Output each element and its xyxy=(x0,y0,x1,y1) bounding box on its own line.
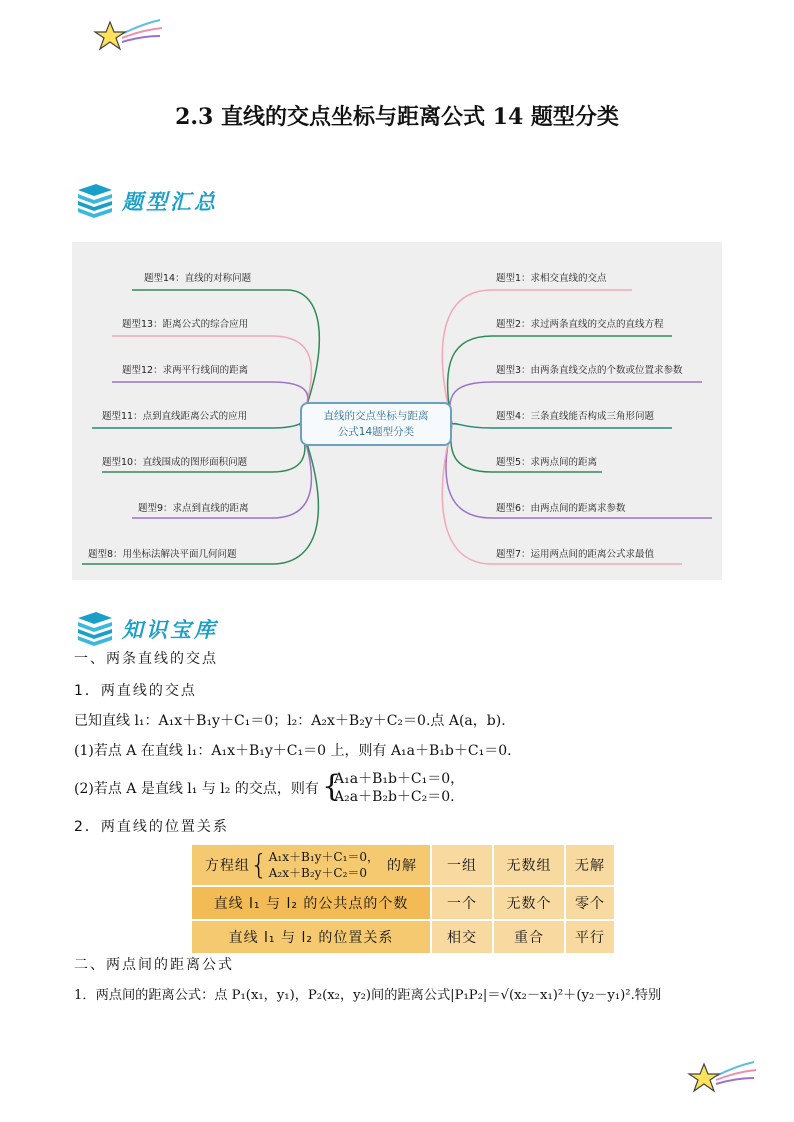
table-row xyxy=(191,844,615,886)
table-row xyxy=(191,886,615,920)
knowledge-section-label: 知识宝库 xyxy=(122,618,218,642)
mindmap-node-1: 题型1：求相交直线的交点 xyxy=(496,273,607,284)
point-on-line-text: (1)若点 A 在直线 l₁：A₁x＋B₁y＋C₁＝0 上，则有 A₁a＋B₁b＋C₁＝0. xyxy=(74,743,512,759)
mindmap-node-6: 题型6：由两点间的距离求参数 xyxy=(496,503,626,514)
knowledge-section-header xyxy=(74,610,274,650)
table-system-brace: { xyxy=(249,848,269,881)
table-cell-system xyxy=(191,844,431,886)
summary-section-label: 题型汇总 xyxy=(122,190,218,214)
table-cell: 无数组 xyxy=(493,844,565,886)
summary-section-header xyxy=(74,182,274,222)
books-icon xyxy=(74,182,114,218)
system-brace: { xyxy=(322,769,342,804)
mindmap-node-5: 题型5：求两点间的距离 xyxy=(496,457,598,468)
system-prefix: 方程组 xyxy=(204,858,250,874)
mindmap-node-11: 题型11：点到直线距离公式的应用 xyxy=(102,411,248,422)
table-cell: 无解 xyxy=(565,844,615,886)
table-cell: 零个 xyxy=(565,886,615,920)
table-cell-common-points: 直线 l₁ 与 l₂ 的公共点的个数 xyxy=(191,886,431,920)
mindmap-node-8: 题型8：用坐标法解决平面几何问题 xyxy=(88,549,237,560)
mindmap-node-9: 题型9：求点到直线的距离 xyxy=(138,503,249,514)
mindmap-node-3: 题型3：由两条直线交点的个数或位置求参数 xyxy=(496,365,683,376)
distance-formula-text: 1．两点间的距离公式：点 P₁(x₁，y₁)，P₂(x₂，y₂)间的距离公式|P₁P₂|＝√(x₂－x₁)²＋(y₂－y₁)².特别 xyxy=(74,988,662,1003)
intersection-condition-text: (2)若点 A 是直线 l₁ 与 l₂ 的交点，则有 xyxy=(74,781,319,797)
books-icon xyxy=(74,610,114,646)
star-decoration-top-icon xyxy=(92,16,164,58)
table-row xyxy=(191,920,615,954)
mindmap-node-4: 题型4：三条直线能否构成三角形问题 xyxy=(496,411,655,422)
table-eq1: A₁x＋B₁y＋C₁＝0， xyxy=(268,850,380,864)
table-cell: 一组 xyxy=(431,844,493,886)
mindmap-center-node xyxy=(300,402,452,446)
mindmap-node-12: 题型12：求两平行线间的距离 xyxy=(122,365,249,376)
mindmap-node-7: 题型7：运用两点间的距离公式求最值 xyxy=(496,549,655,560)
table-cell: 一个 xyxy=(431,886,493,920)
table-system-eqs xyxy=(269,849,379,881)
table-cell: 相交 xyxy=(431,920,493,954)
subheading-intersection-point: 1．两直线的交点 xyxy=(74,683,197,699)
mindmap-center-line1: 直线的交点坐标与距离 xyxy=(323,410,429,422)
intersection-system xyxy=(334,770,464,806)
table-cell-relation: 直线 l₁ 与 l₂ 的位置关系 xyxy=(191,920,431,954)
mindmap-node-13: 题型13：距离公式的综合应用 xyxy=(122,319,249,330)
table-eq2: A₂x＋B₂y＋C₂＝0 xyxy=(268,866,368,880)
intersection-eq1: A₁a＋B₁b＋C₁＝0， xyxy=(334,771,465,787)
system-suffix: 的解 xyxy=(387,858,418,874)
position-relation-table xyxy=(190,843,616,955)
star-decoration-bottom-icon xyxy=(686,1058,758,1100)
given-lines-text: 已知直线 l₁：A₁x＋B₁y＋C₁＝0；l₂：A₂x＋B₂y＋C₂＝0.点 A(a，b). xyxy=(74,713,506,729)
table-cell: 重合 xyxy=(493,920,565,954)
mindmap-center-line2: 公式14题型分类 xyxy=(337,426,415,438)
mindmap-node-10: 题型10：直线围成的图形面积问题 xyxy=(102,457,248,468)
heading-distance-formula: 二、两点间的距离公式 xyxy=(74,957,234,973)
table-cell: 无数个 xyxy=(493,886,565,920)
mindmap xyxy=(72,242,722,580)
mindmap-node-2: 题型2：求过两条直线的交点的直线方程 xyxy=(496,319,664,330)
page-title: 2.3 直线的交点坐标与距离公式 14 题型分类 xyxy=(175,104,619,130)
heading-intersection: 一、两条直线的交点 xyxy=(74,651,218,667)
table-cell: 平行 xyxy=(565,920,615,954)
mindmap-node-14: 题型14：直线的对称问题 xyxy=(144,273,252,284)
intersection-eq2: A₂a＋B₂b＋C₂＝0. xyxy=(334,789,455,805)
subheading-position-relation: 2．两直线的位置关系 xyxy=(74,819,229,835)
